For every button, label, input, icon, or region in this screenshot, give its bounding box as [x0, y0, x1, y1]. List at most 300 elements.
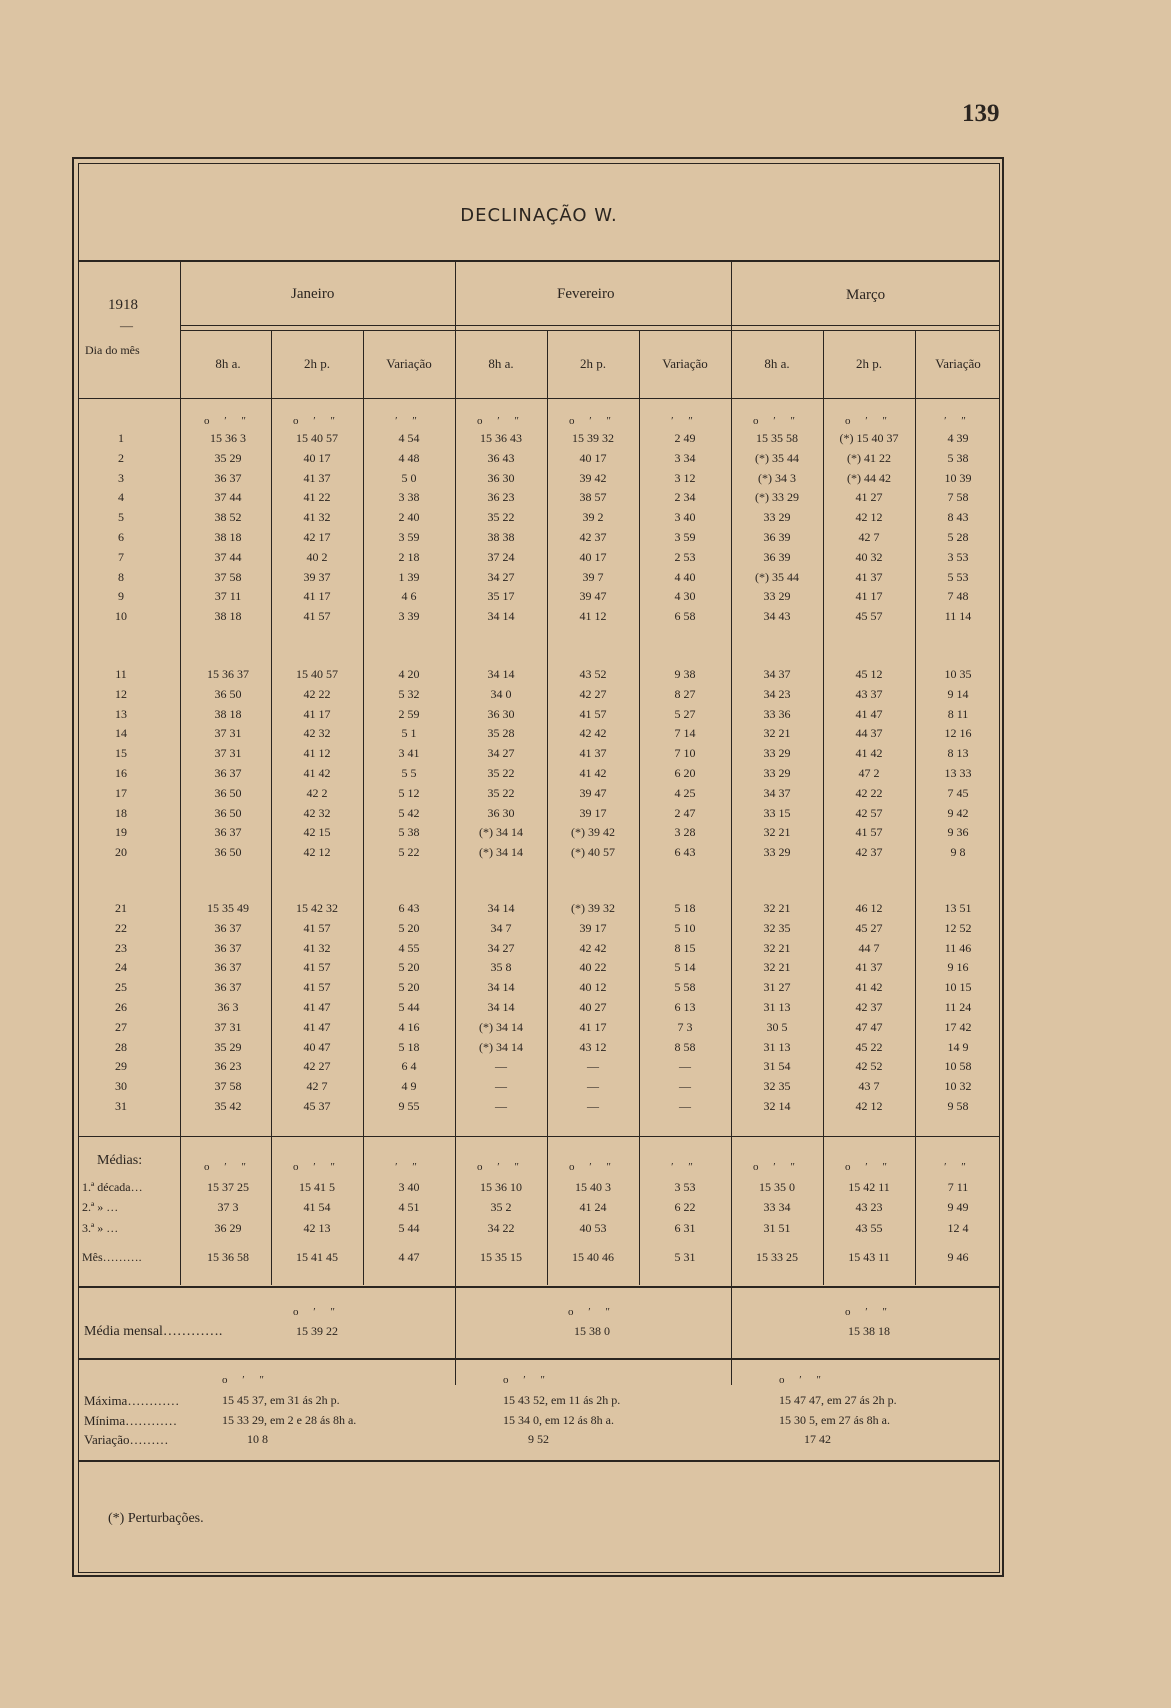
table-cell: 4 48 [398, 450, 420, 465]
unit-symbols: o ′ ″ [845, 415, 893, 427]
medias-cell: 15 36 10 [480, 1180, 522, 1194]
table-cell: 5 44 [398, 1000, 420, 1014]
table-cell: 3 34 [674, 450, 696, 465]
table-cell: 8 58 [674, 1039, 696, 1054]
table-cell: 13 33 [944, 766, 972, 780]
month-fevereiro: Fevereiro [557, 286, 615, 302]
table-cell: (*) 34 3 [758, 470, 796, 485]
medias-cell: 43 23 [855, 1200, 883, 1214]
table-cell: 31 27 [763, 980, 791, 995]
table-cell: 5 38 [398, 825, 420, 840]
table-cell: 41 12 [579, 609, 607, 624]
table-cell: 13 51 [944, 901, 972, 915]
table-cell: 41 17 [303, 589, 331, 604]
table-cell: 8 11 [947, 706, 969, 721]
unit-symbols: o ′ ″ [477, 1161, 525, 1173]
table-cell: 4 39 [947, 431, 969, 445]
table-cell: 45 27 [855, 920, 883, 935]
unit-symbols: ′ ″ [944, 1161, 972, 1173]
table-cell: 40 17 [303, 450, 331, 465]
table-cell: 42 57 [855, 805, 883, 820]
table-cell: 35 22 [487, 766, 515, 780]
table-cell: 6 43 [674, 845, 696, 860]
table-cell: 2 49 [674, 431, 696, 445]
table-cell: 31 13 [763, 1039, 791, 1054]
table-cell: 6 58 [674, 609, 696, 624]
table-cell: 15 36 43 [480, 431, 522, 445]
table-cell: 5 14 [674, 960, 696, 975]
table-cell: 15 36 3 [210, 431, 246, 445]
day-label: 9 [118, 589, 124, 604]
table-cell: 11 24 [944, 1000, 972, 1014]
day-label: 11 [115, 667, 127, 681]
table-cell: 45 12 [855, 667, 883, 681]
table-cell: 42 7 [306, 1079, 328, 1094]
day-label: 21 [115, 901, 127, 915]
table-cell: 42 27 [303, 1059, 331, 1074]
table-cell: 41 42 [579, 766, 607, 780]
table-cell: 34 23 [763, 686, 791, 701]
table-cell: 36 3 [217, 1000, 239, 1014]
unit-symbols: ′ ″ [671, 1161, 699, 1173]
table-cell: 5 5 [401, 766, 417, 780]
table-cell: 36 50 [214, 805, 242, 820]
table-cell: 12 52 [944, 920, 972, 935]
subheader-variacao-2: Variação [935, 356, 981, 371]
medias-cell: 9 46 [947, 1250, 969, 1264]
medias-row-label: 1.ª década… [82, 1180, 143, 1194]
table-cell: 9 38 [674, 667, 696, 681]
table-cell: 36 39 [763, 549, 791, 564]
table-cell: 39 7 [582, 569, 604, 584]
day-label: 25 [115, 980, 127, 995]
table-title: DECLINAÇÃO W. [460, 205, 618, 226]
table-cell: 9 14 [947, 686, 969, 701]
day-label: 3 [118, 470, 124, 485]
unit-symbols: ′ ″ [944, 415, 972, 427]
day-label: 31 [115, 1099, 127, 1113]
table-cell: 34 27 [487, 569, 515, 584]
table-cell: 5 22 [398, 845, 420, 860]
extreme-value-fevereiro: 15 34 0, em 12 ás 8h a. [503, 1413, 614, 1427]
day-label: 10 [115, 609, 127, 624]
table-cell: 41 47 [303, 1000, 331, 1014]
table-cell: 35 22 [487, 510, 515, 525]
day-label: 5 [118, 510, 124, 525]
table-cell: 47 2 [858, 766, 880, 780]
table-cell: 33 29 [763, 845, 791, 860]
table-cell: 42 22 [855, 785, 883, 800]
table-cell: 42 27 [579, 686, 607, 701]
table-cell: 36 37 [214, 766, 242, 780]
extreme-value-marco: 15 47 47, em 27 ás 2h p. [779, 1393, 897, 1407]
table-cell: 41 17 [579, 1019, 607, 1034]
table-cell: 5 0 [401, 470, 417, 485]
table-cell: 8 27 [674, 686, 696, 701]
table-cell: 5 32 [398, 686, 420, 701]
table-cell: 39 47 [579, 785, 607, 800]
medias-label: Médias: [97, 1153, 143, 1168]
table-cell: 6 43 [398, 901, 420, 915]
table-cell: 36 39 [763, 530, 791, 544]
table-cell: 30 5 [766, 1019, 788, 1034]
table-cell: 3 53 [947, 549, 969, 564]
table-cell: 32 35 [763, 1079, 791, 1094]
table-cell: 36 30 [487, 470, 515, 485]
table-cell: (*) 34 14 [479, 845, 523, 860]
table-cell: 40 17 [579, 549, 607, 564]
unit-symbols: o ′ ″ [569, 1161, 617, 1173]
medias-cell: 5 44 [398, 1221, 420, 1235]
table-cell: 38 18 [214, 706, 242, 721]
table-cell: 34 43 [763, 609, 791, 624]
table-cell: 6 13 [674, 1000, 696, 1014]
table-cell: 41 57 [855, 825, 883, 840]
table-cell: 34 37 [763, 785, 791, 800]
table-cell: 4 6 [401, 589, 417, 604]
table-cell: 15 40 57 [296, 431, 338, 445]
table-cell: 41 17 [303, 706, 331, 721]
table-cell: 3 12 [674, 470, 696, 485]
table-cell: 4 9 [401, 1079, 417, 1094]
unit-symbols: o ′ ″ [845, 1306, 893, 1318]
day-label: 30 [115, 1079, 127, 1094]
footnote: (*) Perturbações. [108, 1511, 204, 1526]
table-cell: 37 24 [487, 549, 515, 564]
table-cell: 4 16 [398, 1019, 420, 1034]
table-cell: 41 37 [303, 470, 331, 485]
table-cell: 45 57 [855, 609, 883, 624]
table-cell: 6 20 [674, 766, 696, 780]
table-cell: 7 3 [677, 1019, 693, 1034]
table-cell: 3 40 [674, 510, 696, 525]
table-cell: 17 42 [944, 1019, 972, 1034]
table-cell: 3 38 [398, 490, 420, 505]
table-cell: 40 47 [303, 1039, 331, 1054]
table-cell: 12 16 [944, 726, 972, 741]
medias-cell: 15 41 5 [299, 1180, 335, 1194]
page-number: 139 [962, 100, 1000, 127]
table-cell: — [679, 1059, 691, 1074]
table-cell: 41 37 [855, 569, 883, 584]
table-cell: 43 52 [579, 667, 607, 681]
table-cell: 42 17 [303, 530, 331, 544]
table-cell: 10 58 [944, 1059, 972, 1074]
table-cell: 34 14 [487, 667, 515, 681]
table-cell: 37 58 [214, 569, 242, 584]
table-cell: 9 36 [947, 825, 969, 840]
extreme-value-janeiro: 10 8 [247, 1432, 268, 1446]
table-cell: 41 17 [855, 589, 883, 604]
media-mensal-value: 15 39 22 [296, 1324, 338, 1338]
table-cell: 4 25 [674, 785, 696, 800]
medias-cell: 37 3 [217, 1200, 239, 1214]
medias-cell: 9 49 [947, 1200, 969, 1214]
table-cell: 34 0 [490, 686, 512, 701]
table-cell: 38 57 [579, 490, 607, 505]
table-cell: — [679, 1079, 691, 1094]
table-cell: 10 15 [944, 980, 972, 995]
day-label: 17 [115, 785, 127, 800]
table-cell: 41 22 [303, 490, 331, 505]
table-cell: 36 50 [214, 686, 242, 701]
table-cell: 39 47 [579, 589, 607, 604]
day-label: 29 [115, 1059, 127, 1074]
subheader-8h-0: 8h a. [215, 356, 241, 371]
table-cell: 36 50 [214, 845, 242, 860]
extreme-value-fevereiro: 15 43 52, em 11 ás 2h p. [503, 1393, 621, 1407]
table-cell: 41 57 [303, 609, 331, 624]
table-cell: 43 12 [579, 1039, 607, 1054]
table-cell: 5 53 [947, 569, 969, 584]
media-mensal-value: 15 38 18 [848, 1324, 890, 1338]
unit-symbols: o ′ ″ [779, 1374, 827, 1386]
table-cell: (*) 35 44 [755, 569, 799, 584]
table-cell: 15 42 32 [296, 901, 338, 915]
table-cell: 15 35 49 [207, 901, 249, 915]
table-cell: 3 41 [398, 746, 420, 761]
month-janeiro: Janeiro [291, 286, 335, 302]
table-cell: 35 29 [214, 450, 242, 465]
day-label: 28 [115, 1039, 127, 1054]
medias-cell: 15 35 0 [759, 1180, 795, 1194]
table-cell: 9 58 [947, 1099, 969, 1113]
unit-symbols: o ′ ″ [293, 1306, 341, 1318]
table-cell: 41 42 [855, 980, 883, 995]
table-cell: 34 27 [487, 746, 515, 761]
table-cell: — [587, 1059, 599, 1074]
table-cell: 3 39 [398, 609, 420, 624]
media-mensal-label: Média mensal…………. [84, 1324, 223, 1339]
table-cell: 33 29 [763, 746, 791, 761]
table-cell: 42 32 [303, 726, 331, 741]
medias-cell: 3 40 [398, 1180, 420, 1194]
table-cell: 32 14 [763, 1099, 791, 1113]
table-cell: 2 59 [398, 706, 420, 721]
table-cell: 39 2 [582, 510, 604, 525]
table-cell: 43 7 [858, 1079, 880, 1094]
table-cell: 33 29 [763, 766, 791, 780]
day-label: 15 [115, 746, 127, 761]
day-label: 26 [115, 1000, 127, 1014]
extreme-label: Máxima………… [84, 1393, 180, 1408]
table-cell: 2 40 [398, 510, 420, 525]
medias-row-label: 3.ª » … [82, 1221, 119, 1235]
medias-cell: 41 24 [579, 1200, 607, 1214]
table-cell: 33 15 [763, 805, 791, 820]
table-cell: 37 31 [214, 1019, 242, 1034]
medias-cell: 15 35 15 [480, 1250, 522, 1264]
table-cell: 42 52 [855, 1059, 883, 1074]
table-cell: 37 44 [214, 490, 242, 505]
table-cell: (*) 35 44 [755, 450, 799, 465]
table-cell: 41 42 [855, 746, 883, 761]
table-cell: 40 2 [306, 549, 328, 564]
table-cell: — [679, 1099, 691, 1113]
table-cell: 38 18 [214, 609, 242, 624]
table-cell: — [495, 1059, 507, 1074]
subheader-8h-2: 8h a. [764, 356, 790, 371]
table-cell: 39 37 [303, 569, 331, 584]
table-cell: 33 29 [763, 589, 791, 604]
medias-cell: 33 34 [763, 1200, 791, 1214]
table-cell: 15 39 32 [572, 431, 614, 445]
table-cell: (*) 33 29 [755, 490, 799, 505]
medias-cell: 34 22 [487, 1221, 515, 1235]
table-cell: 35 22 [487, 785, 515, 800]
table-cell: 5 28 [947, 530, 969, 544]
table-cell: 39 42 [579, 470, 607, 485]
table-cell: 2 34 [674, 490, 696, 505]
day-label: 12 [115, 686, 127, 701]
table-cell: 41 37 [579, 746, 607, 761]
table-cell: 44 7 [858, 940, 880, 955]
table-cell: (*) 39 32 [571, 901, 615, 915]
medias-cell: 36 29 [214, 1221, 242, 1235]
table-cell: 7 10 [674, 746, 696, 761]
table-cell: 42 22 [303, 686, 331, 701]
medias-cell: 15 37 25 [207, 1180, 249, 1194]
table-cell: 36 23 [214, 1059, 242, 1074]
table-cell: 41 12 [303, 746, 331, 761]
table-cell: 46 12 [855, 901, 883, 915]
table-cell: 1 39 [398, 569, 420, 584]
table-cell: 9 42 [947, 805, 969, 820]
unit-symbols: ′ ″ [671, 415, 699, 427]
table-cell: 41 37 [855, 960, 883, 975]
table-cell: 40 27 [579, 1000, 607, 1014]
table-cell: 36 30 [487, 805, 515, 820]
extreme-label: Variação……… [84, 1432, 169, 1447]
extreme-value-marco: 17 42 [804, 1432, 831, 1446]
subheader-variacao-1: Variação [662, 356, 708, 371]
table-cell: — [495, 1079, 507, 1094]
table-cell: 32 21 [763, 726, 791, 741]
medias-cell: 15 33 25 [756, 1250, 798, 1264]
day-label: 6 [118, 530, 124, 544]
day-label: 20 [115, 845, 127, 860]
table-cell: (*) 40 57 [571, 845, 615, 860]
table-cell: 36 37 [214, 920, 242, 935]
table-cell: 41 47 [855, 706, 883, 721]
subheader-8h-1: 8h a. [488, 356, 514, 371]
table-cell: 5 1 [401, 726, 417, 741]
unit-symbols: o ′ ″ [753, 415, 801, 427]
unit-symbols: o ′ ″ [204, 415, 252, 427]
table-cell: 6 4 [401, 1059, 417, 1074]
table-cell: 3 59 [398, 530, 420, 544]
day-label: 23 [115, 940, 127, 955]
day-label: 16 [115, 766, 127, 780]
table-cell: 32 21 [763, 940, 791, 955]
table-cell: 40 22 [579, 960, 607, 975]
table-cell: 15 40 57 [296, 667, 338, 681]
unit-symbols: ′ ″ [395, 415, 423, 427]
unit-symbols: o ′ ″ [204, 1161, 252, 1173]
table-cell: 8 43 [947, 510, 969, 525]
table-cell: 36 50 [214, 785, 242, 800]
day-label: 22 [115, 920, 127, 935]
table-cell: 5 20 [398, 920, 420, 935]
medias-cell: 35 2 [490, 1200, 512, 1214]
table-cell: 41 57 [579, 706, 607, 721]
table-cell: 37 31 [214, 746, 242, 761]
table-cell: 35 8 [490, 960, 512, 975]
table-cell: 42 12 [303, 845, 331, 860]
table-cell: 41 27 [855, 490, 883, 505]
table-cell: 36 37 [214, 980, 242, 995]
table-cell: 42 42 [579, 726, 607, 741]
table-cell: 41 57 [303, 960, 331, 975]
table-cell: 42 12 [855, 1099, 883, 1113]
table-cell: 34 37 [763, 667, 791, 681]
medias-cell: 15 40 3 [575, 1180, 611, 1194]
table-cell: 38 52 [214, 510, 242, 525]
table-cell: 41 57 [303, 920, 331, 935]
table-cell: 3 28 [674, 825, 696, 840]
table-cell: 34 14 [487, 1000, 515, 1014]
table-cell: 42 37 [855, 845, 883, 860]
table-cell: (*) 34 14 [479, 1019, 523, 1034]
table-cell: 2 47 [674, 805, 696, 820]
unit-symbols: o ′ ″ [569, 415, 617, 427]
table-cell: 7 48 [947, 589, 969, 604]
table-cell: 35 17 [487, 589, 515, 604]
table-cell: 10 35 [944, 667, 972, 681]
table-cell: 39 17 [579, 805, 607, 820]
table-cell: 33 29 [763, 510, 791, 525]
table-cell: 31 13 [763, 1000, 791, 1014]
table-cell: 5 20 [398, 980, 420, 995]
table-cell: (*) 34 14 [479, 825, 523, 840]
extreme-value-janeiro: 15 45 37, em 31 ás 2h p. [222, 1393, 340, 1407]
table-cell: 4 54 [398, 431, 420, 445]
table-cell: 8 15 [674, 940, 696, 955]
table-cell: 15 35 58 [756, 431, 798, 445]
day-label: 27 [115, 1019, 127, 1034]
extreme-label: Mínima………… [84, 1413, 178, 1428]
table-cell: 37 31 [214, 726, 242, 741]
unit-symbols: o ′ ″ [293, 415, 341, 427]
medias-cell: 5 31 [674, 1250, 696, 1264]
table-cell: 35 42 [214, 1099, 242, 1113]
table-cell: 39 17 [579, 920, 607, 935]
table-cell: 42 7 [858, 530, 880, 544]
table-cell: 32 35 [763, 920, 791, 935]
table-cell: 43 37 [855, 686, 883, 701]
table-cell: 5 38 [947, 450, 969, 465]
table-cell: — [495, 1099, 507, 1113]
table-cell: 8 13 [947, 746, 969, 761]
table-cell: 7 14 [674, 726, 696, 741]
table-cell: 7 58 [947, 490, 969, 505]
table-cell: 14 9 [947, 1039, 969, 1054]
table-cell: 4 30 [674, 589, 696, 604]
subheader-2h-1: 2h p. [580, 356, 606, 371]
table-cell: — [587, 1079, 599, 1094]
day-label: 24 [115, 960, 127, 975]
day-label: 19 [115, 825, 127, 840]
table-cell: 42 37 [579, 530, 607, 544]
unit-symbols: o ′ ″ [753, 1161, 801, 1173]
table-cell: 37 11 [214, 589, 242, 604]
table-cell: 11 46 [944, 940, 972, 955]
medias-cell: 42 13 [303, 1221, 331, 1235]
table-cell: 34 7 [490, 920, 512, 935]
table-cell: 5 10 [674, 920, 696, 935]
table-cell: 9 55 [398, 1099, 420, 1113]
table-cell: 45 22 [855, 1039, 883, 1054]
